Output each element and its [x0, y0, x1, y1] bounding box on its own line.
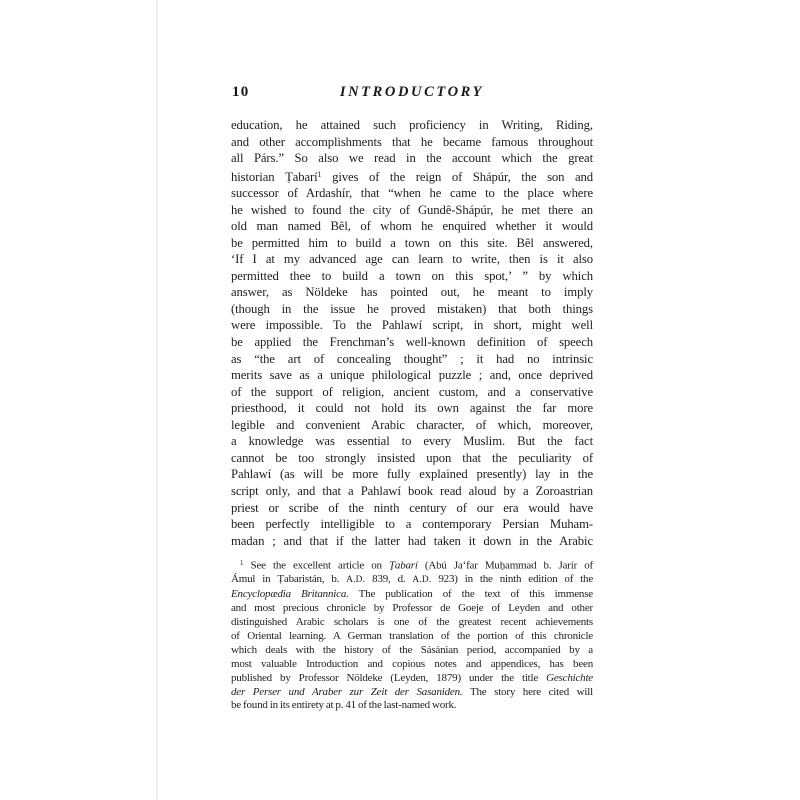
body-text-line: be permitted him to build a town on this site. Bêl answered,: [231, 235, 593, 250]
body-text-line: old man named Bêl, of whom he enquired whether it would: [231, 219, 593, 234]
body-text-line: be applied the Frenchman’s well-known definition of speech: [231, 335, 593, 350]
body-text-line: cannot be too strongly insisted upon that the peculiarity of: [231, 450, 593, 465]
body-text-line: (though in the issue he proved mistaken) that both things: [231, 301, 593, 316]
body-text-line: historian Ṭabarí$^1$ gives of the reign of Shápúr, the son and: [231, 169, 593, 184]
body-text-line: priesthood, it could not hold its own against the far more: [231, 401, 593, 416]
body-text-line: were impossible. To the Pahlawí script, in short, might well: [231, 318, 593, 333]
footnote-line: most valuable Introduction and copious notes and appendices, has been: [231, 657, 593, 670]
footnote-line: and most precious chronicle by Professor de Goeje of Leyden and other: [231, 602, 593, 615]
footnote-line: which deals with the history of the Sásánian period, accompanied by a: [231, 643, 593, 656]
page-number: 10: [232, 84, 250, 100]
body-text-line: ‘If I at my advanced age can learn to write, then is it also: [231, 252, 593, 267]
footnote-line: der Perser und Araber zur Zeit der Sasaniden. The story here cited will: [231, 685, 593, 698]
body-text-line: he wished to found the city of Gundê-Shápúr, he met there an: [231, 202, 593, 217]
body-text-line: permitted thee to build a town on this spot,’ ” by which: [231, 268, 593, 283]
body-text-line: script only, and that a Pahlawí book read aloud by a Zoroastrian: [231, 483, 593, 498]
page-header: [231, 84, 593, 102]
body-text-line: successor of Ardashír, that “when he came to the place where: [231, 186, 593, 201]
body-text-line: a knowledge was essential to every Muslim. But the fact: [231, 434, 593, 449]
body-text-line: answer, as Nöldeke has pointed out, he meant to imply: [231, 285, 593, 300]
body-text-line: as “the art of concealing thought” ; it had no intrinsic: [231, 351, 593, 366]
body-text-line: merits save as a unique philological puzzle ; and, once deprived: [231, 368, 593, 383]
body-text-line: of the support of religion, ancient custom, and a conservative: [231, 384, 593, 399]
body-text-line: education, he attained such proficiency in Writing, Riding,: [231, 118, 593, 132]
scan-edge-line: [156, 0, 158, 800]
footnote-line: $^1$ See the excellent article on Ṭabarí (Abú Ja‘far Muḥammad b. Jarír of: [240, 559, 593, 572]
body-text: [231, 117, 593, 549]
body-text-line: all Párs.” So also we read in the account which the great: [231, 151, 593, 166]
footnote: [231, 557, 593, 713]
body-text-line: madan ; and that if the latter had taken it down in the Arabic: [231, 533, 593, 548]
footnote-line: of Oriental learning. A German translation of the portion of this chronicle: [231, 629, 593, 642]
footnote-line: distinguished Arabic scholars is one of the greatest recent achievements: [231, 616, 593, 629]
body-text-line: priest or scribe of the ninth century of our era would have: [231, 500, 593, 515]
body-text-line: Pahlawí (as will be more fully explained presently) lay in the: [231, 467, 593, 482]
body-text-line: legible and convenient Arabic character, of which, moreover,: [231, 417, 593, 432]
body-text-line: and other accomplishments that he became famous throughout: [231, 134, 593, 149]
body-text-line: been perfectly intelligible to a contemporary Persian Muham-: [231, 517, 593, 532]
footnote-line: published by Professor Nöldeke (Leyden, 1879) under the title Geschichte: [231, 671, 593, 684]
footnote-line: Ámul in Ṭabaristán, b. A.D. 839, d. A.D. 923) in the ninth edition of the: [231, 573, 594, 586]
running-head: INTRODUCTORY: [339, 84, 485, 100]
footnote-line: Encyclopædia Britannica. The publication of the text of this immense: [231, 588, 593, 601]
footnote-line: be found in its entirety at p. 41 of the last-named work.: [231, 699, 457, 712]
